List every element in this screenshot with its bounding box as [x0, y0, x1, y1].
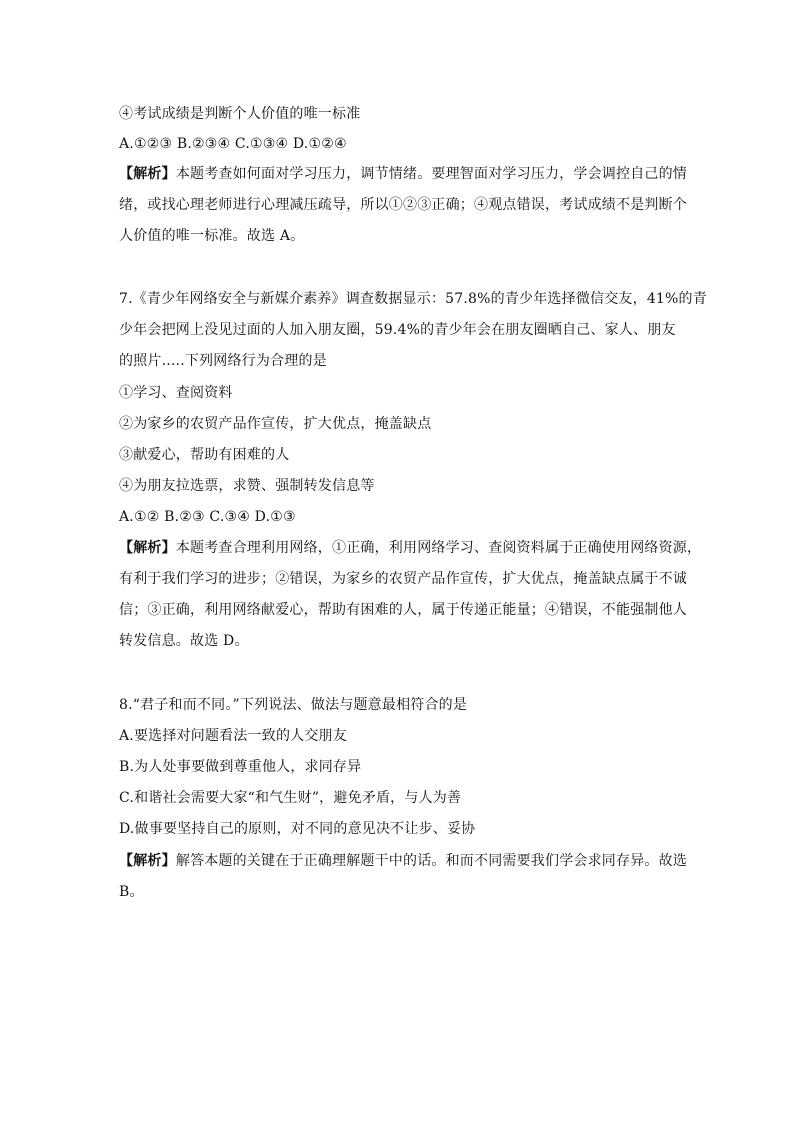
q7-option-2: ②为家乡的农贸产品作宣传，扩大优点，掩盖缺点: [119, 416, 432, 432]
q7-analysis-line-2: 有利于我们学习的进步；②错误，为家乡的农贸产品作宣传，扩大优点，掩盖缺点属于不诚: [119, 571, 687, 587]
q6-option-4: ④考试成绩是判断个人价值的唯一标准: [119, 106, 361, 122]
q7-analysis-tag: 【解析】: [119, 540, 176, 556]
q8-analysis-line-2: B。: [119, 884, 144, 900]
q7-option-1: ①学习、查阅资料: [119, 385, 233, 401]
q7-option-3: ③献爱心，帮助有困难的人: [119, 447, 290, 463]
q8-analysis-line-1: [119, 851, 689, 871]
q7-analysis-line-3: 信；③正确，利用网络献爱心，帮助有困难的人，属于传递正能量；④错误，不能强制他人: [119, 602, 687, 618]
q6-analysis-line-1: [119, 164, 689, 184]
q6-analysis-text-1: 本题考查如何面对学习压力，调节情绪。要理智面对学习压力，学会调控自己的情: [175, 166, 688, 182]
q7-stem-line-3: 的照片.....下列网络行为合理的是: [119, 353, 327, 369]
q8-option-c: C.和谐社会需要大家“和气生财”，避免矛盾，与人为善: [119, 790, 462, 806]
q8-stem: 8.“君子和而不同。”下列说法、做法与题意最相符合的是: [119, 697, 468, 713]
q8-option-d: D.做事要坚持自己的原则，对不同的意见决不让步、妥协: [119, 821, 476, 837]
q7-choices: A.①② B.②③ C.③④ D.①③: [119, 509, 296, 525]
q8-analysis-text-1: 解答本题的关键在于正确理解题干中的话。和而不同需要我们学会求同存异。故选: [175, 853, 688, 869]
q8-option-a: A.要选择对问题看法一致的人交朋友: [119, 728, 347, 744]
q7-stem-line-1: 7.《青少年网络安全与新媒介素养》调查数据显示：57.8%的青少年选择微信交友，41%的青: [119, 291, 707, 307]
q8-analysis-tag: 【解析】: [119, 853, 176, 869]
q8-option-b: B.为人处事要做到尊重他人，求同存异: [119, 759, 362, 775]
q7-analysis-line-4: 转发信息。故选 D。: [119, 633, 249, 649]
q7-analysis-text-1: 本题考查合理利用网络，①正确，利用网络学习、查阅资料属于正确使用网络资源，: [175, 540, 702, 556]
q6-choices: A.①②③ B.②③④ C.①③④ D.①②④: [119, 136, 347, 152]
q7-analysis-line-1: [119, 538, 702, 558]
q7-stem-line-2: 少年会把网上没见过面的人加入朋友圈，59.4%的青少年会在朋友圈晒自己、家人、朋友: [119, 322, 676, 338]
q6-analysis-tag: 【解析】: [119, 166, 176, 182]
q6-analysis-line-3: 人价值的唯一标准。故选 A。: [119, 228, 305, 244]
q6-analysis-line-2: 绪，或找心理老师进行心理减压疏导，所以①②③正确；④观点错误，考试成绩不是判断个: [119, 197, 687, 213]
q7-option-4: ④为朋友拉选票，求赞、强制转发信息等: [119, 478, 375, 494]
